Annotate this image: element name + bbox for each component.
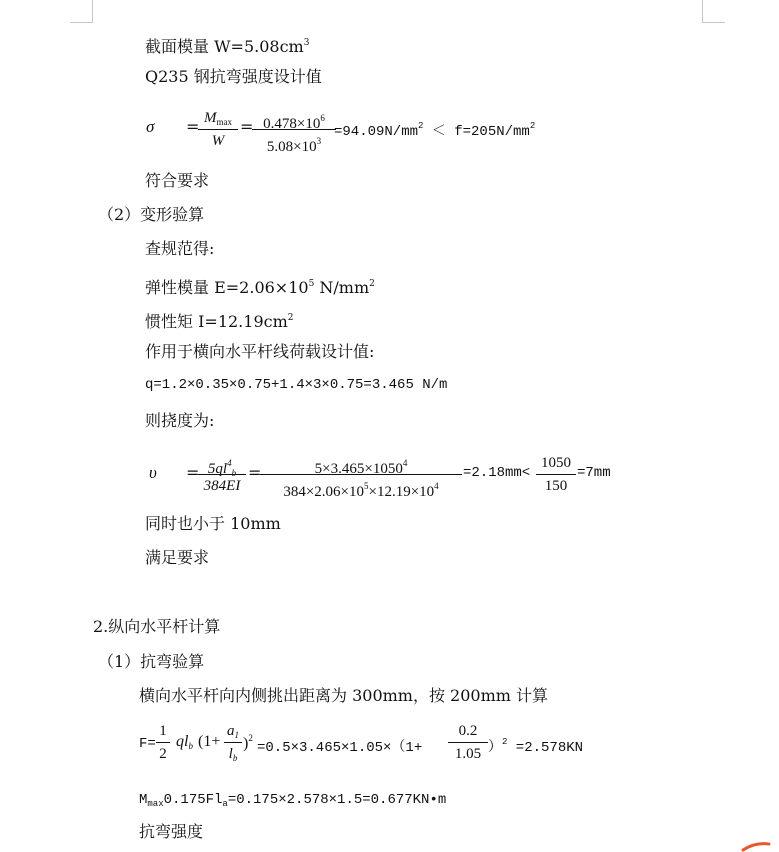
bending-strength-heading: 抗弯强度	[139, 822, 204, 841]
deflection-heading: 则挠度为:	[145, 411, 215, 430]
upsilon-symbol: υ	[149, 463, 157, 482]
open-paren-term: (1+	[198, 733, 221, 750]
a-over-lb-fraction: $a_1$ $l_b$	[224, 720, 242, 765]
moment-of-inertia-line: 惯性矩 $I=12.19cm^2$	[145, 312, 294, 331]
page-corner-top-right	[702, 0, 725, 23]
spec-lookup-line: 查规范得:	[145, 239, 215, 258]
cursor-mark-icon	[739, 838, 779, 852]
deflection-numeric-fraction: $5\times 3.465\times 1050^4$ $384\times 2.06\times 10^5\times 12.19\times 10^4$	[260, 452, 462, 497]
ratio-fraction: 0.2 1.05	[448, 720, 488, 765]
qlb-term: $ql_b$	[176, 733, 193, 751]
deflection-result: =2.18mm<	[463, 465, 531, 481]
sigma-symbol: σ	[146, 117, 155, 136]
overhang-distance-line: 横向水平杆向内侧挑出距离为 300mm，按 200mm 计算	[139, 686, 549, 705]
line-load-formula: q=1.2×0.35×0.75+1.4×3×0.75=3.465 N/m	[145, 377, 448, 393]
allowable-result: =7mm	[577, 465, 611, 481]
force-label: F=	[139, 736, 156, 752]
bending-check-heading: （1）抗弯验算	[98, 652, 205, 671]
q235-strength-line: Q235 钢抗弯强度设计值	[145, 67, 322, 86]
half-fraction: 1 2	[156, 720, 170, 765]
elastic-modulus-line: 弹性模量 $E=2.06\times 10^5$ $N/mm^2$	[145, 278, 375, 297]
equals-sign-3: =	[186, 463, 200, 482]
meets-requirement-2: 满足要求	[145, 548, 210, 567]
less-than-10mm-line: 同时也小于 10mm	[145, 514, 281, 533]
stress-result: $=94.09N/mm^2 < f=205N/mm^2$	[334, 121, 536, 140]
close-paren-squared: )$^2$	[243, 733, 253, 752]
allowable-fraction: 1050 150	[536, 452, 576, 497]
longitudinal-bar-heading: 2.纵向水平杆计算	[93, 617, 221, 636]
force-result: ）$^2$ =2.578KN	[488, 737, 584, 756]
equals-sign: =	[186, 117, 200, 136]
deflection-symbolic-fraction: $5ql^4_b$ 384EI	[198, 452, 246, 497]
max-moment-line: $M_{max}0.175Fl_a=0.175\times 2.578\times 1.5=0.677KN•m$	[139, 792, 447, 809]
equals-sign-4: =	[248, 463, 262, 482]
numeric-stress-fraction: $0.478\times 10^6$ $5.08\times 10^3$	[252, 107, 336, 152]
line-load-heading: 作用于横向水平杆线荷载设计值:	[145, 342, 375, 361]
force-numeric-expression: =0.5×3.465×1.05×（1+	[257, 740, 423, 756]
deformation-heading: （2）变形验算	[98, 205, 205, 224]
meets-requirement-1: 符合要求	[145, 171, 210, 190]
section-modulus-line: 截面模量 $W=5.08cm^3$	[145, 37, 310, 56]
equals-sign-2: =	[240, 117, 254, 136]
moment-over-w-fraction: $M_{max}$ W	[198, 107, 238, 152]
page-corner-top-left	[70, 0, 93, 23]
